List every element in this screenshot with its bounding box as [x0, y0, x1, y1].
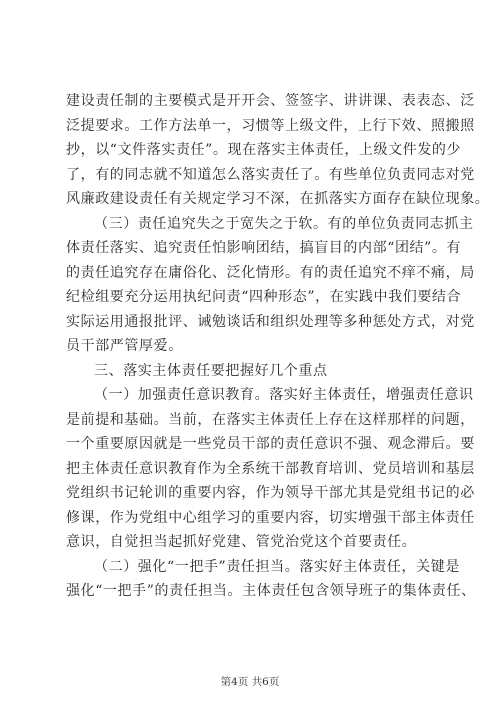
text-line: 的责任追究存在庸俗化、泛化情形。有的责任追究不痒不痛，局	[66, 264, 475, 281]
text-line: 强化“一把手”的责任担当。主体责任包含领导班子的集体责任、	[66, 583, 476, 599]
text-line: 了，有的同志就不知道怎么落实责任了。有些单位负责同志对党	[66, 166, 475, 183]
text-line: 党组织书记轮训的重要内容，作为领导干部尤其是党组书记的必	[66, 485, 475, 501]
text-line: 抄，以“文件落实责任”。现在落实主体责任，上级文件发的少	[66, 142, 462, 158]
text-line: 纪检组要充分运用执纪问责“四种形态”，在实践中我们要结合	[66, 289, 462, 305]
text-line: 体责任落实、追究责任怕影响团结，搞盲目的内部“团结”。有	[66, 240, 462, 256]
text-line: 员干部严管厚爱。	[66, 338, 183, 354]
text-line: 实际运用通报批评、诫勉谈话和组织处理等多种惩处方式，对党	[66, 313, 475, 330]
text-line: 一个重要原因就是一些党员干部的责任意识不强、观念滞后。要	[66, 436, 475, 452]
text-line: 泛提要求。工作方法单一，习惯等上级文件，上行下效、照搬照	[66, 117, 475, 134]
text-line: 三、落实主体责任要把握好几个重点	[94, 362, 328, 379]
text-line: 风廉政建设责任有关规定学习不深，在抓落实方面存在缺位现象。	[66, 191, 490, 207]
text-line: 把主体责任意识教育作为全系统干部教育培训、党员培训和基层	[66, 460, 475, 477]
body-text	[66, 89, 490, 604]
text-line: 修课，作为党组中心组学习的重要内容，切实增强干部主体责任	[66, 509, 475, 526]
text-line: 建设责任制的主要模式是开开会、签签字、讲讲课、表表态、泛	[66, 93, 475, 109]
text-line: 是前提和基础。当前，在落实主体责任上存在这样那样的问题，	[66, 411, 475, 428]
text-line: （二）强化“一把手”责任担当。落实好主体责任，关键是	[94, 558, 460, 575]
text-line: （三）责任追究失之于宽失之于软。有的单位负责同志抓主	[94, 215, 474, 232]
page-footer: 第4页 共6页	[220, 676, 280, 688]
text-line: （一）加强责任意识教育。落实好主体责任，增强责任意识	[94, 387, 474, 403]
text-line: 意识，自觉担当起抓好党建、管党治党这个首要责任。	[66, 534, 417, 550]
